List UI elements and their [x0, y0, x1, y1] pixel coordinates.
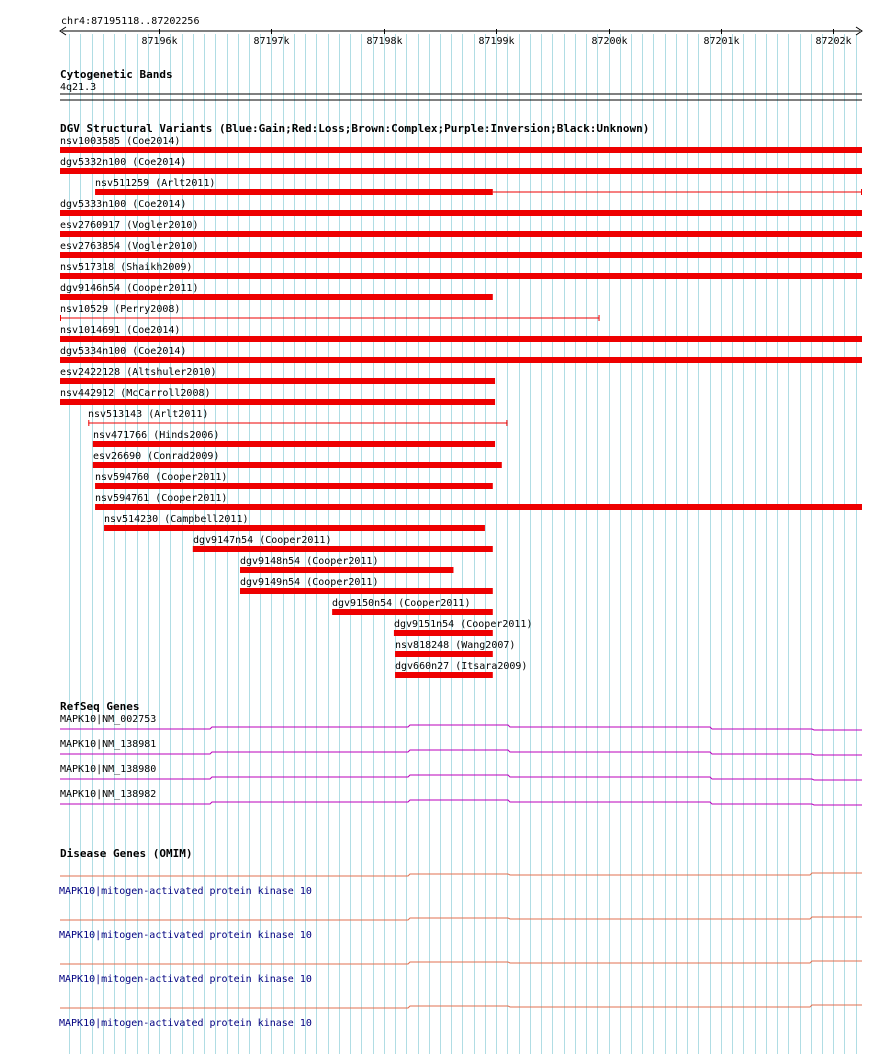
dgv-variant-bar[interactable]: [60, 399, 495, 405]
ruler-tick-label: 87198k: [366, 36, 403, 47]
dgv-variant-bar[interactable]: [60, 336, 862, 342]
dgv-variant-label: nsv513143 (Arlt2011): [88, 409, 209, 420]
refseq-track-title: RefSeq Genes: [60, 700, 140, 713]
dgv-variant-label: nsv594760 (Cooper2011): [95, 472, 228, 483]
dgv-variant-label: esv2760917 (Vogler2010): [60, 220, 199, 231]
omim-gene-line[interactable]: [60, 1005, 862, 1008]
refseq-gene-line[interactable]: [60, 750, 862, 755]
dgv-variant-label: dgv9150n54 (Cooper2011): [332, 598, 471, 609]
cyto-band-label: 4q21.3: [60, 82, 97, 93]
dgv-variant-label: nsv1014691 (Coe2014): [60, 325, 181, 336]
omim-gene-label: MAPK10|mitogen-activated protein kinase 10: [59, 1018, 312, 1029]
dgv-variant-label: dgv9146n54 (Cooper2011): [60, 283, 199, 294]
refseq-gene-label: MAPK10|NM_002753: [60, 714, 157, 725]
omim-track: [59, 873, 862, 1029]
ruler-tick-label: 87201k: [703, 36, 740, 47]
cyto-track-title: Cytogenetic Bands: [60, 68, 173, 81]
range-label: chr4:87195118..87202256: [61, 16, 200, 27]
dgv-variant-bar[interactable]: [93, 462, 502, 468]
dgv-variant-bar[interactable]: [395, 651, 493, 657]
dgv-variant-label: esv2763854 (Vogler2010): [60, 241, 199, 252]
omim-gene-label: MAPK10|mitogen-activated protein kinase 10: [59, 974, 312, 985]
dgv-variant-bar[interactable]: [95, 483, 493, 489]
dgv-variant-bar[interactable]: [60, 357, 862, 363]
dgv-variant-label: dgv660n27 (Itsara2009): [395, 661, 528, 672]
dgv-variant-bar[interactable]: [193, 546, 493, 552]
dgv-variant-label: nsv818248 (Wang2007): [395, 640, 516, 651]
dgv-variant-bar[interactable]: [60, 378, 495, 384]
refseq-gene-line[interactable]: [60, 725, 862, 730]
dgv-variant-label: nsv514230 (Campbell2011): [104, 514, 249, 525]
dgv-variant-bar[interactable]: [60, 168, 862, 174]
omim-gene-line[interactable]: [60, 961, 862, 964]
ruler-tick-label: 87202k: [815, 36, 852, 47]
refseq-gene-line[interactable]: [60, 775, 862, 780]
dgv-variant-label: nsv10529 (Perry2008): [60, 304, 181, 315]
omim-gene-label: MAPK10|mitogen-activated protein kinase 10: [59, 886, 312, 897]
dgv-variant-label: dgv9147n54 (Cooper2011): [193, 535, 332, 546]
dgv-variant-bar[interactable]: [95, 504, 862, 510]
dgv-variant-label: dgv5332n100 (Coe2014): [60, 157, 187, 168]
dgv-variant-bar[interactable]: [395, 672, 493, 678]
dgv-variant-bar[interactable]: [60, 231, 862, 237]
dgv-variant-label: esv26690 (Conrad2009): [93, 451, 220, 462]
dgv-variant-label: nsv594761 (Cooper2011): [95, 493, 228, 504]
omim-track-title: Disease Genes (OMIM): [60, 847, 193, 860]
ruler-tick-label: 87199k: [478, 36, 515, 47]
dgv-variant-label: dgv9151n54 (Cooper2011): [394, 619, 533, 630]
refseq-track: [60, 714, 862, 805]
dgv-variant-label: dgv9149n54 (Cooper2011): [240, 577, 379, 588]
dgv-variant-label: dgv5334n100 (Coe2014): [60, 346, 187, 357]
dgv-variant-label: nsv442912 (McCarroll2008): [60, 388, 211, 399]
dgv-variant-label: nsv517318 (Shaikh2009): [60, 262, 193, 273]
dgv-variant-label: esv2422128 (Altshuler2010): [60, 367, 217, 378]
dgv-variant-bar[interactable]: [104, 525, 485, 531]
dgv-variant-bar[interactable]: [60, 147, 862, 153]
dgv-variant-label: nsv471766 (Hinds2006): [93, 430, 220, 441]
refseq-gene-label: MAPK10|NM_138981: [60, 739, 157, 750]
dgv-variant-bar[interactable]: [60, 273, 862, 279]
omim-gene-line[interactable]: [60, 873, 862, 876]
refseq-gene-label: MAPK10|NM_138982: [60, 789, 157, 800]
dgv-variant-label: nsv1003585 (Coe2014): [60, 136, 181, 147]
omim-gene-line[interactable]: [60, 917, 862, 920]
dgv-variant-bar[interactable]: [240, 588, 493, 594]
dgv-variant-bar[interactable]: [240, 567, 453, 573]
dgv-variant-bar[interactable]: [60, 294, 493, 300]
refseq-gene-line[interactable]: [60, 800, 862, 805]
dgv-variant-bar[interactable]: [332, 609, 493, 615]
dgv-variant-bar[interactable]: [60, 252, 862, 258]
ruler-tick-label: 87197k: [253, 36, 290, 47]
dgv-variant-bar[interactable]: [95, 189, 493, 195]
dgv-track-title: DGV Structural Variants (Blue:Gain;Red:Loss;Brown:Complex;Purple:Inversion;Black:Unknown): [60, 122, 650, 135]
dgv-track: [60, 136, 862, 678]
dgv-variant-label: dgv5333n100 (Coe2014): [60, 199, 187, 210]
dgv-variant-bar[interactable]: [394, 630, 493, 636]
ruler-tick-label: 87200k: [591, 36, 628, 47]
ruler-ticks: [141, 29, 851, 47]
refseq-gene-label: MAPK10|NM_138980: [60, 764, 157, 775]
dgv-variant-label: dgv9148n54 (Cooper2011): [240, 556, 379, 567]
ruler-tick-label: 87196k: [141, 36, 178, 47]
omim-gene-label: MAPK10|mitogen-activated protein kinase 10: [59, 930, 312, 941]
dgv-variant-bar[interactable]: [93, 441, 495, 447]
dgv-variant-bar[interactable]: [60, 210, 862, 216]
dgv-variant-label: nsv511259 (Arlt2011): [95, 178, 216, 189]
